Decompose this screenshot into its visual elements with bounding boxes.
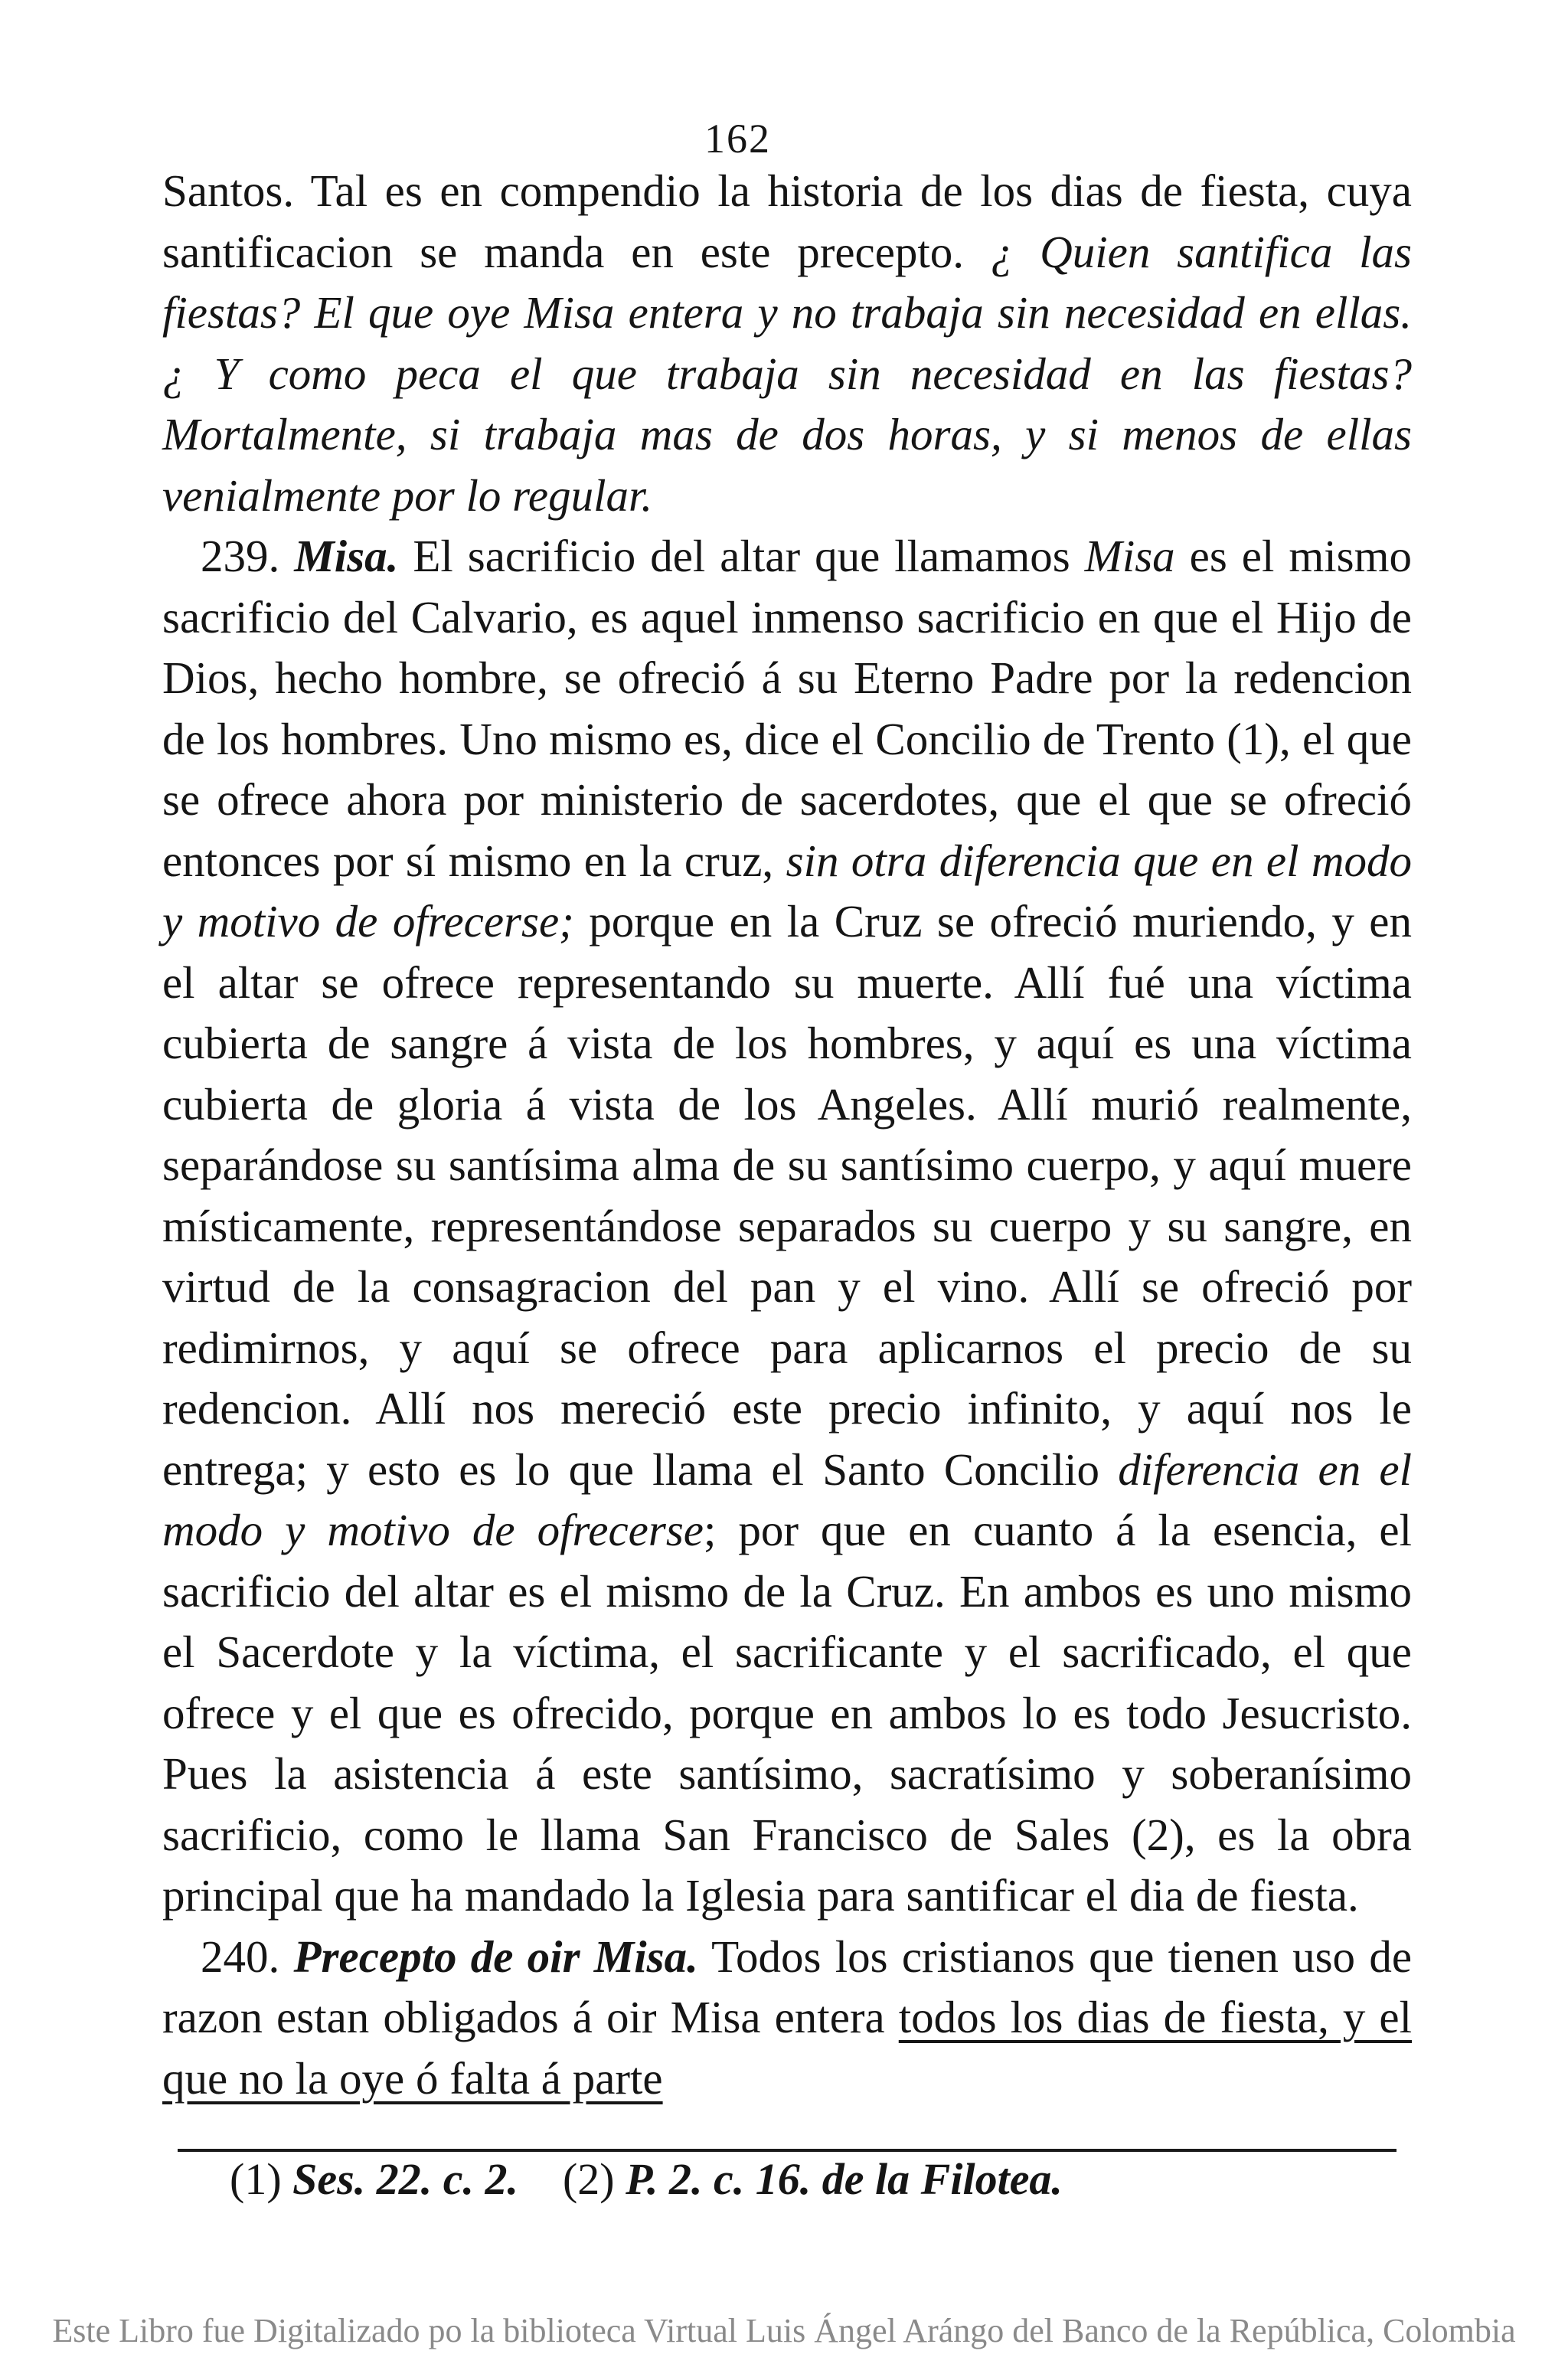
p2-segment-6: porque en la Cruz se ofreció muriendo, y en el altar se ofrece representando su muerte. Allí fué una víctima cubierta de sangre á vista de los hombres, y aquí es una víctima cubierta de gloria á vista de los Angeles. Allí murió realmente, separándose su santísima alma de su santísimo cuerpo, y aquí muere místicamente, representándose separados su cuerpo y su sangre, en virtud de la consagracion del pan y el vino. Allí se ofreció por redimirnos, y aquí se ofrece para aplicarnos el precio de su redencion. Allí nos mereció este precio infinito, y aquí nos le entrega; y esto es lo que llama el Santo Concilio [162, 896, 1412, 1495]
p2-segment-7: diferencia en el modo y motivo de ofrecerse [162, 1444, 1412, 1555]
p2-segment-2: El sacrificio del altar que llamamos [398, 531, 1085, 581]
p2-segment-5: sin otra diferencia que en el modo y motivo de ofrecerse; [162, 835, 1412, 947]
body-text [162, 161, 1412, 2109]
paragraph-240-precepto [162, 1927, 1412, 2110]
digitization-credit: Este Libro fue Digitalizado po la biblioteca Virtual Luis Ángel Arángo del Banco de la República, Colombia [52, 2312, 1516, 2349]
p2-segment-1: Misa. [294, 531, 399, 581]
footnote-1-marker: (1) [230, 2154, 282, 2204]
footnotes [230, 2152, 1063, 2207]
p2-segment-0: 239. [201, 531, 295, 581]
paragraph-239-misa [162, 526, 1412, 1927]
footnote-2-text: P. 2. c. 16. de la Filotea. [626, 2154, 1063, 2204]
p1-segment-0: Santos. Tal es en compendio la historia de los dias de fiesta, cuya santificacion se manda en este precepto. [162, 165, 1412, 277]
p3-segment-3: todos los dias de fiesta, y el que no la oye ó falta á parte [162, 1992, 1413, 2104]
footnote-2-marker: (2) [562, 2154, 615, 2204]
p3-segment-0: 240. [201, 1931, 294, 1982]
p1-segment-1: ¿ Quien santifica las fiestas? El que oye Misa entera y no trabaja sin necesidad en ellas. ¿ Y como peca el que trabaja sin necesidad en las fiestas? Mortalmente, si trabaja mas de dos horas, y si menos de ellas venialmente por lo regular. [162, 226, 1412, 521]
p2-segment-4: es el mismo sacrificio del Calvario, es aquel inmenso sacrificio en que el Hijo de Dios, hecho hombre, se ofreció á su Eterno Padre por la redencion de los hombres. Uno mismo es, dice el Concilio de Trento (1), el que se ofrece ahora por ministerio de sacerdotes, que el que se ofreció entonces por sí mismo en la cruz, [162, 531, 1413, 886]
p2-segment-8: ; por que en cuanto á la esencia, el sacrificio del altar es el mismo de la Cruz. En ambos es uno mismo el Sacerdote y la víctima, el sacrificante y el sacrificado, el que ofrece y el que es ofrecido, porque en ambos lo es todo Jesucristo. Pues la asistencia á este santísimo, sacratísimo y soberanísimo sacrificio, como le llama San Francisco de Sales (2), es la obra principal que ha mandado la Iglesia para santificar el dia de fiesta. [162, 1505, 1412, 1921]
paragraph-fiestas [162, 161, 1412, 526]
p2-segment-3: Misa [1084, 531, 1175, 581]
p3-segment-2: Todos los cristianos que tienen uso de razon estan obligados á oir Misa entera [162, 1931, 1413, 2042]
footnote-1-text: Ses. 22. c. 2. [292, 2154, 518, 2204]
p3-segment-1: Precepto de oir Misa. [293, 1931, 698, 1982]
page-number: 162 [704, 116, 771, 162]
